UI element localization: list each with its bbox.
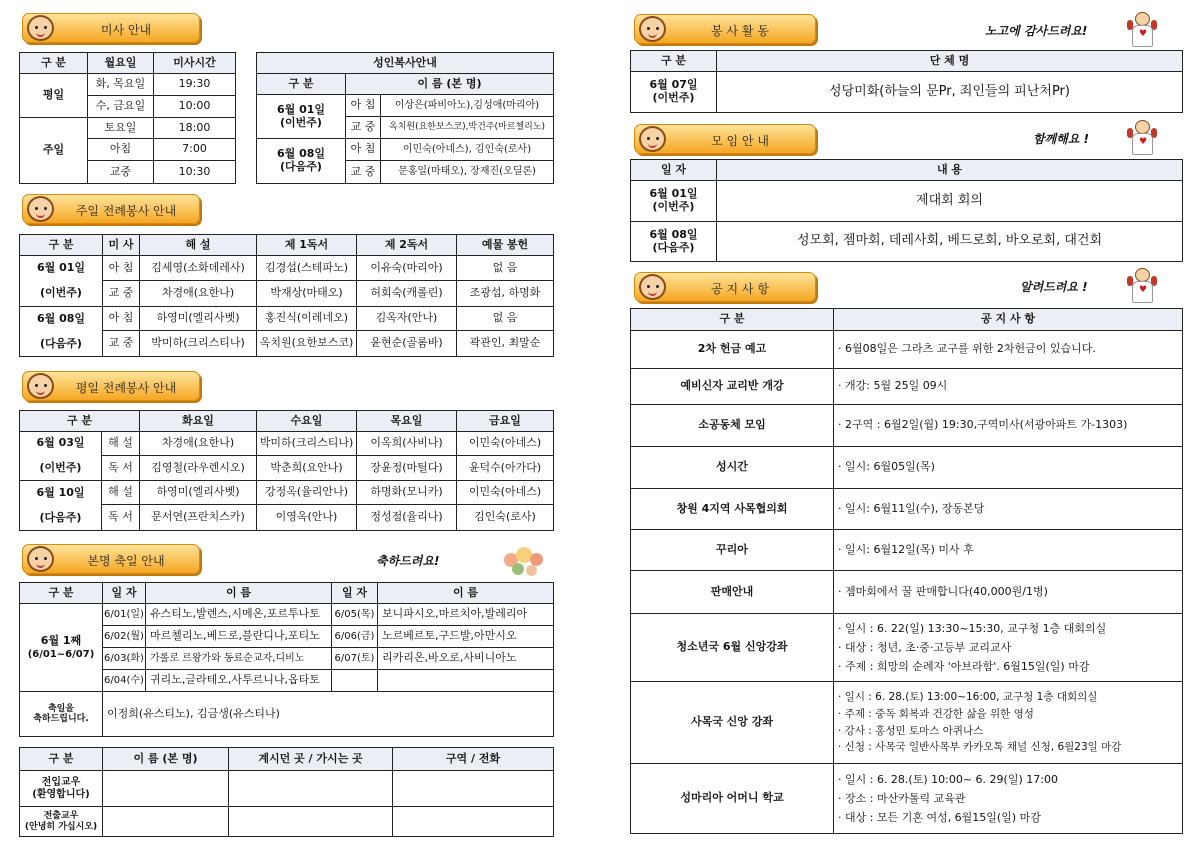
notice-table: 구 분 공 지 사 항 2차 헌금 예고 · 6월08일은 그라츠 교구를 위한 2차헌금이 있습니다. 예비신자 교리반 개강 · 개강: 5월 25일 09시 소공동체 모임 · 2구역 : 6월2일(월) 19:30,구역미사(서광아파트 가-1303) 성시간 · 일시: 6월05일(목) 창원 4지역 사목협의회 · 일시: 6월11일(수), 장동본당 꾸리아 · 일시: 6월12일(목) 미사 후 판매안내 · 젬마회에서 꿀 판매합니다(40,000원/1병) 청소년국 6월 신앙강좌 · 일시 : 6. 22(일) 13:30~15:30, 교구청 1층 대회의실 · 대상 : 청년, 초·중·고등부 교리교사 · 주제 : 희망의 순례자 '아브라함'. 6월15일(일) 마감 사목국 신앙 강좌 · 일시 : 6. 28.(토) 13:00~16:00, 교구청 1층 대회의실 · 주제 : 중독 회복과 건강한 삶을 위한 영성 · 강사 : 홍성민 토마스 아퀴나스 · 신청 : 사목국 일반사목부 카카오톡 채널 신청, 6월23일 마감 성마리아 어머니 학교 · 일시 : 6. 28.(토) 10:00~ 6. 29(일) 17:00 · 장소 : 마산카톨릭 교육관 · 대상 : 모든 기혼 여성, 6월15일(일) 마감	[630, 308, 1183, 834]
meeting-banner	[634, 124, 816, 154]
mass-weekday: 평일	[20, 74, 88, 118]
meeting-note: 함께해요 !	[1033, 132, 1090, 146]
service-title: 봉 사 활 동	[711, 24, 769, 38]
weekday-liturgy-table: 구 분 화요일 수요일 목요일 금요일 6월 03일 (이번주) 해 설 차경애(요한나) 박미하(크리스티나) 이옥희(사비나) 이민숙(아네스) 독 서 김영철(라우렌시오) 박춘희(요안나) 장윤정(마틸다) 윤덕수(아가다) 6월 10일 (다음주) 해 설 하영미(엘리사벳) 강정옥(율리안나) 하명화(모니카) 이민숙(아네스) 독 서 문서연(프란치스카) 이영옥(안나) 정성점(율리나) 김인숙(로사)	[19, 410, 554, 531]
weekday-banner	[22, 371, 200, 401]
feast-banner	[22, 544, 200, 574]
service-table: 구 분 단 체 명 6월 07일 (이번주) 성당미화(하늘의 문Pr, 죄인들의 피난처Pr)	[630, 50, 1183, 113]
transfer-table: 구 분 이 름 (본 명) 계시던 곳 / 가시는 곳 구역 / 전화 전입교우 (환영합니다) 전출교우 (안녕히 가십시오)	[19, 747, 554, 837]
feast-title: 본명 축일 안내	[87, 554, 165, 568]
mass-banner	[22, 13, 200, 43]
mass-table: 구 분 월요일 미사시간 평일 화, 목요일 19:30 수, 금요일 10:00 주일 토요일 18:00 아침 7:00 교중 10:30	[19, 52, 236, 184]
flower-bouquet-icon	[498, 541, 552, 579]
meeting-table: 일 자 내 용 6월 01일 (이번주) 제대회 회의 6월 08일 (다음주) 성모회, 젬마회, 데레사회, 베드로회, 바오로회, 대건회	[630, 159, 1183, 262]
sunday-title: 주일 전례봉사 안내	[75, 204, 177, 218]
notice-banner	[634, 272, 816, 302]
mass-title: 미사 안내	[100, 23, 152, 37]
notice-title: 공 지 사 항	[711, 282, 769, 296]
jesus-icon: ♥	[1127, 12, 1157, 48]
jesus-face-icon	[27, 373, 54, 399]
feast-table: 구 분 일 자 이 름 일 자 이 름 6월 1째 (6/01~6/07) 6/01(일) 유스티노,발렌스,시메온,포르투나토 6/05(목) 보니파시오,마르치아,발레리아 6/02(월) 마르첼리노,베드로,블란디나,포티노 6/06(금) 노르베르토,구드발,아만시오 6/03(화) 가롤로 르왕가와 동료순교자,디비노 6/07(토) 리카리온,바오로,사비니아노 6/04(수) 귀리노,글라테오,사투르니나,옵타토 축일을 축하드립니다. 이정희(유스티노), 김금생(유스티나)	[19, 582, 554, 737]
jesus-face-icon	[639, 274, 666, 300]
weekday-title: 평일 전례봉사 안내	[75, 381, 177, 395]
adult-title: 성인복사안내	[257, 53, 554, 74]
adult-server-table: 성인복사안내 구 분 이 름 (본 명) 6월 01일 (이번주) 아 침 이상은(파비아노),김성애(마리아) 교 중 옥치원(요한보스코),박건주(마르첼리노) 6월 08일 (다음주) 아 침 이민숙(아네스), 김인숙(로사) 교 중 문홍일(마태오), 장재진(오딜론)	[256, 52, 554, 184]
jesus-face-icon	[27, 546, 54, 572]
jesus-face-icon	[27, 15, 54, 41]
jesus-face-icon	[27, 196, 54, 222]
service-content: 성당미화(하늘의 문Pr, 죄인들의 피난처Pr)	[717, 72, 1183, 113]
jesus-icon: ♥	[1127, 120, 1157, 156]
mass-sunday: 주일	[20, 118, 88, 184]
notice-note: 알려드려요 !	[1020, 280, 1088, 294]
feast-note: 축하드려요!	[376, 554, 440, 568]
jesus-face-icon	[639, 16, 666, 42]
service-banner	[634, 14, 816, 44]
feast-congrats: 이정희(유스티노), 김금생(유스티나)	[103, 692, 554, 737]
jesus-face-icon	[639, 126, 666, 152]
sunday-banner	[22, 194, 200, 224]
jesus-icon: ♥	[1127, 268, 1157, 304]
service-note: 노고에 감사드려요!	[985, 24, 1088, 38]
sunday-liturgy-table: 구 분 미 사 해 설 제 1독서 제 2독서 예물 봉헌 6월 01일 (이번주) 아 침 김세영(소화데레사) 김경섭(스테파노) 이유숙(마리아) 없 음 교 중 차경애(요한나) 박재상(마태오) 허회숙(캐롤린) 조광섭, 하명화 6월 08일 (다음주) 아 침 하영미(엘리사벳) 홍진식(이레네오) 김옥자(안나) 없 음 교 중 박미하(크리스티나) 옥치원(요한보스코) 윤현순(골롬바) 곽관인, 최말순	[19, 234, 554, 357]
meeting-title: 모 임 안 내	[711, 134, 769, 148]
